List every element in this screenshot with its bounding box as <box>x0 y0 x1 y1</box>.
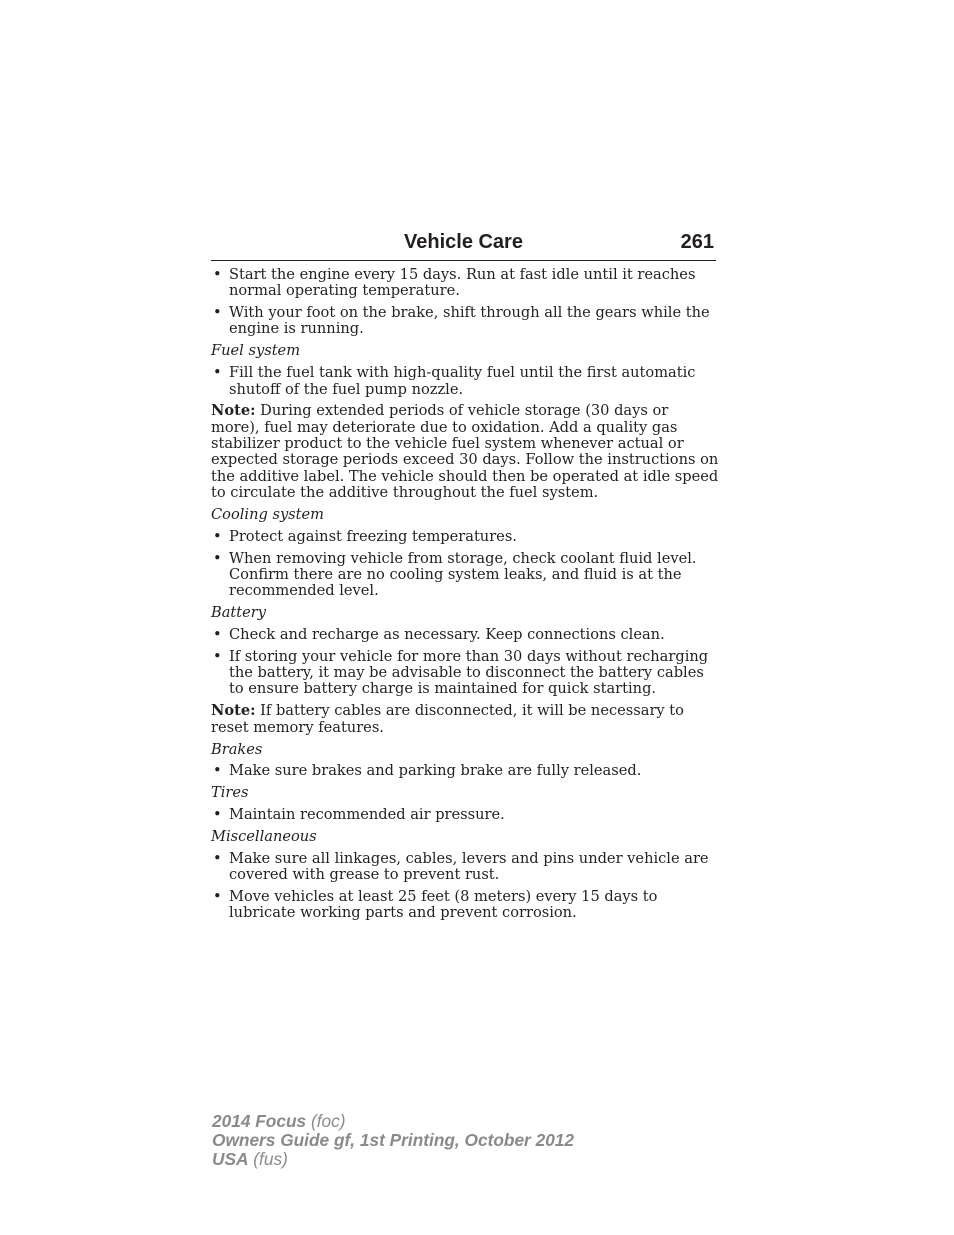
section-title: Vehicle Care <box>404 231 523 253</box>
list-item: • With your foot on the brake, shift through all the gears while the engine is running. <box>211 305 719 338</box>
footer-market: USA <box>212 1149 249 1169</box>
footer-line-market <box>212 1150 574 1169</box>
footer-printing: Owners Guide gf, 1st Printing, October 2012 <box>212 1130 575 1150</box>
subheading-fuel-system: Fuel system <box>211 342 301 360</box>
list-item: • Check and recharge as necessary. Keep connections clean. <box>211 627 719 643</box>
note-text: During extended periods of vehicle storage (30 days or more), fuel may deteriorate due to oxidation. Add a quality gas stabilizer product to the vehicle fuel system whenever actual or expected storage periods exceed 30 days. Follow the instructions on the additive label. The vehicle should then be operated at idle speed to circulate the additive throughout the fuel system. <box>211 402 719 501</box>
footer-market-code: (fus) <box>248 1149 288 1169</box>
list-item: • Fill the fuel tank with high-quality fuel until the first automatic shutoff of the fuel pump nozzle. <box>211 365 719 398</box>
page-number: 261 <box>680 231 714 253</box>
page-content <box>211 267 719 927</box>
page-footer <box>212 1112 574 1169</box>
page-header <box>211 230 716 261</box>
footer-line-model <box>212 1112 574 1131</box>
note-paragraph <box>211 703 719 736</box>
note-paragraph <box>211 403 719 501</box>
list-item: • Start the engine every 15 days. Run at fast idle until it reaches normal operating temperature. <box>211 267 719 300</box>
note-text: If battery cables are disconnected, it will be necessary to reset memory features. <box>211 702 684 736</box>
footer-model-code: (foc) <box>306 1111 346 1131</box>
list-item: • Protect against freezing temperatures. <box>211 529 719 545</box>
subheading-cooling-system: Cooling system <box>211 505 325 523</box>
subheading-brakes: Brakes <box>211 740 263 758</box>
footer-line-printing <box>212 1131 574 1150</box>
subheading-battery: Battery <box>211 604 267 622</box>
subheading-miscellaneous: Miscellaneous <box>211 828 317 846</box>
list-item: • If storing your vehicle for more than 30 days without recharging the battery, it may be advisable to disconnect the battery cables to ensure battery charge is maintained for quick starting. <box>211 649 719 698</box>
note-label: Note: <box>211 402 256 420</box>
list-item: • When removing vehicle from storage, check coolant fluid level. Confirm there are no cooling system leaks, and fluid is at the recommended level. <box>211 551 719 600</box>
subheading-tires: Tires <box>211 784 249 802</box>
note-label: Note: <box>211 702 256 720</box>
footer-model: 2014 Focus <box>212 1111 307 1131</box>
list-item: • Make sure all linkages, cables, levers and pins under vehicle are covered with grease to prevent rust. <box>211 851 719 884</box>
list-item: • Maintain recommended air pressure. <box>211 807 719 823</box>
list-item: • Move vehicles at least 25 feet (8 meters) every 15 days to lubricate working parts and prevent corrosion. <box>211 889 719 922</box>
list-item: • Make sure brakes and parking brake are fully released. <box>211 763 719 779</box>
